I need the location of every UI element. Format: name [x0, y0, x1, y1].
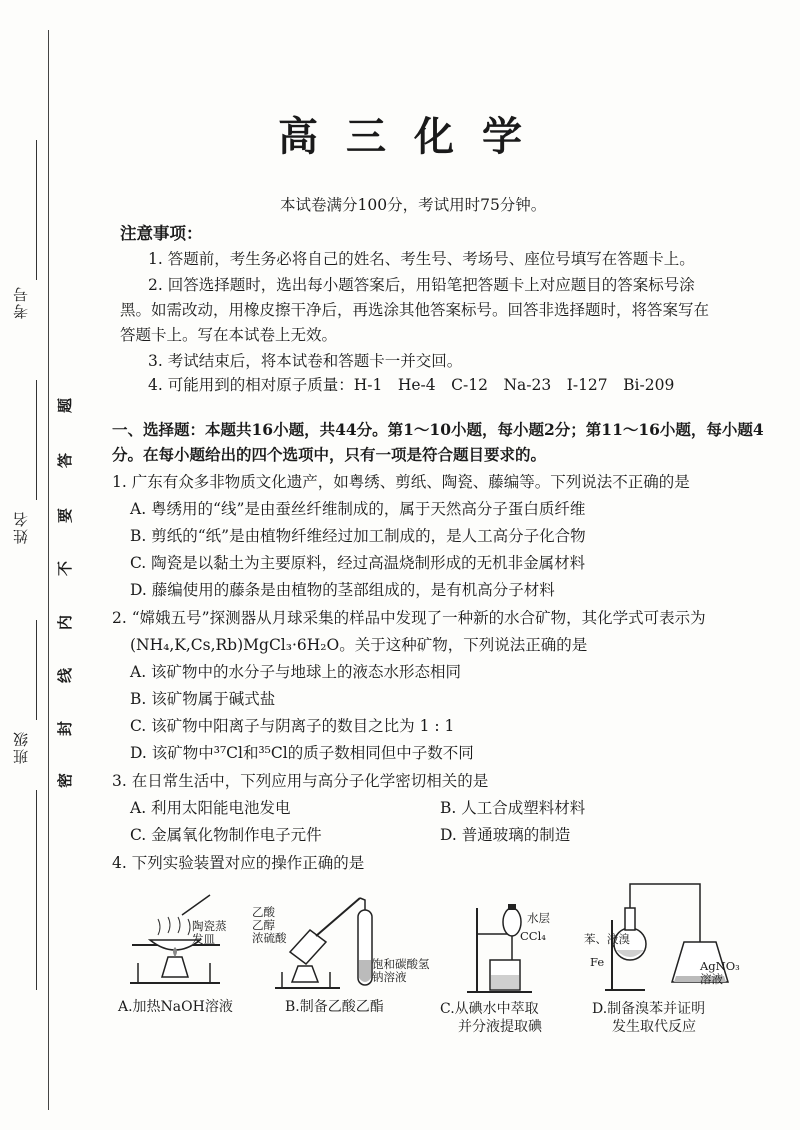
question-3-option-a: A. 利用太阳能电池发电 [130, 799, 291, 817]
seal-char: 答 [56, 452, 75, 469]
apparatus-d-label-right: AgNO₃ 溶液 [700, 959, 740, 986]
question-2-option-b: B. 该矿物属于碱式盐 [130, 690, 276, 708]
apparatus-b-caption: B.制备乙酸乙酯 [285, 999, 384, 1015]
question-3-option-b: B. 人工合成塑料材料 [440, 799, 586, 817]
question-1-stem: 1. 广东有众多非物质文化遗产，如粤绣、剪纸、陶瓷、藤编等。下列说法不正确的是 [112, 473, 690, 491]
question-3-option-d: D. 普通玻璃的制造 [440, 826, 571, 844]
question-2-stem-2: (NH₄,K,Cs,Rb)MgCl₃·6H₂O。关于这种矿物，下列说法正确的是 [130, 636, 588, 654]
class-underline [36, 620, 37, 720]
notice-line: 1. 答题前，考生务必将自己的姓名、考生号、考场号、座位号填写在答题卡上。 [148, 250, 695, 268]
question-1-option-c: C. 陶瓷是以黏土为主要原料，经过高温烧制形成的无机非金属材料 [130, 554, 586, 572]
notice-line: 黑。如需改动，用橡皮擦干净后，再选涂其他答案标号。回答非选择题时，将答案写在 [120, 301, 710, 319]
question-2-stem: 2. “嫦娥五号”探测器从月球采集的样品中发现了一种新的水合矿物，其化学式可表示为 [112, 609, 706, 627]
apparatus-a-label: 陶瓷蒸 发皿 [192, 919, 227, 946]
question-3-stem: 3. 在日常生活中，下列应用与高分子化学密切相关的是 [112, 772, 489, 790]
question-4-stem: 4. 下列实验装置对应的操作正确的是 [112, 854, 365, 872]
question-2-option-a: A. 该矿物中的水分子与地球上的液态水形态相同 [130, 663, 462, 681]
class-underline-2 [36, 790, 37, 990]
name-label: 姓名 [12, 510, 30, 544]
binding-line [48, 30, 49, 1110]
apparatus-d-label-left-1: 苯、液溴 [584, 932, 630, 946]
section-heading: 一、选择题：本题共16小题，共44分。第1～10小题，每小题2分；第11～16小题，每小题4 [112, 420, 764, 439]
apparatus-d-label-left-2: Fe [590, 955, 605, 969]
seal-char: 密 [56, 772, 75, 789]
question-2-option-c: C. 该矿物中阳离子与阴离子的数目之比为 1 : 1 [130, 717, 455, 735]
seal-char: 要 [56, 507, 75, 524]
intro-text: 本试卷满分100分，考试用时75分钟。 [280, 196, 547, 214]
question-1-option-a: A. 粤绣用的“线”是由蚕丝纤维制成的，属于天然高分子蛋白质纤维 [130, 500, 586, 518]
name-underline [36, 380, 37, 500]
section-heading-2: 分。在每小题给出的四个选项中，只有一项是符合题目要求的。 [112, 445, 547, 464]
apparatus-c-caption-1: C.从碘水中萃取 [440, 1001, 539, 1017]
question-1-option-b: B. 剪纸的“纸”是由植物纤维经过加工制成的，是人工高分子化合物 [130, 527, 586, 545]
apparatus-c-label-bottom: CCl₄ [520, 929, 546, 943]
apparatus-c-figure [462, 890, 552, 1000]
class-label: 班级 [12, 730, 30, 764]
apparatus-b-label-left: 乙酸 乙醇 浓硫酸 [252, 905, 287, 945]
apparatus-c-label-top: 水层 [527, 911, 550, 925]
exam-no-label: 考号 [12, 285, 30, 319]
seal-char: 线 [56, 667, 75, 684]
seal-char: 封 [56, 720, 75, 737]
apparatus-d-caption-2: 发生取代反应 [612, 1019, 696, 1035]
seal-char: 内 [56, 614, 75, 631]
question-3-option-c: C. 金属氧化物制作电子元件 [130, 826, 322, 844]
apparatus-a-caption: A.加热NaOH溶液 [118, 999, 233, 1015]
notice-line: 2. 回答选择题时，选出每小题答案后，用铅笔把答题卡上对应题目的答案标号涂 [148, 276, 695, 294]
question-1-option-d: D. 藤编使用的藤条是由植物的茎部组成的，是有机高分子材料 [130, 581, 555, 599]
seal-char: 题 [56, 397, 75, 414]
apparatus-b-label-right: 饱和碳酸氢 钠溶液 [372, 957, 430, 984]
apparatus-d-caption-1: D.制备溴苯并证明 [592, 1001, 706, 1017]
notice-line: 3. 考试结束后，将本试卷和答题卡一并交回。 [148, 352, 463, 370]
notice-line: 4. 可能用到的相对原子质量：H-1 He-4 C-12 Na-23 I-127 Bi-209 [148, 376, 675, 394]
question-2-option-d: D. 该矿物中³⁷Cl和³⁵Cl的质子数相同但中子数不同 [130, 744, 474, 762]
seal-char: 不 [56, 560, 75, 577]
notice-line: 答题卡上。写在本试卷上无效。 [120, 326, 338, 344]
page-title: 高三化学 [278, 113, 550, 160]
notice-heading: 注意事项： [120, 224, 203, 243]
apparatus-c-caption-2: 并分液提取碘 [458, 1019, 542, 1035]
